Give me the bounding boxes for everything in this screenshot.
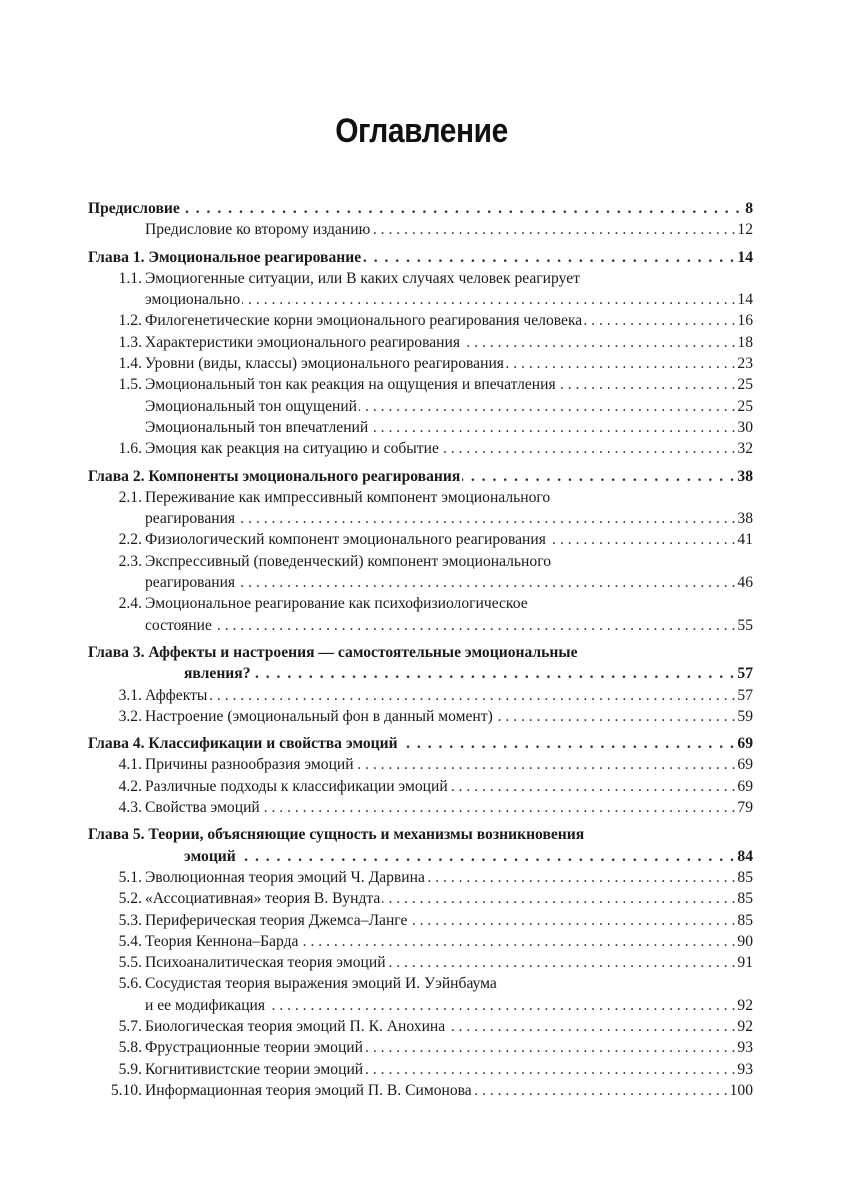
page-number: 85	[737, 868, 753, 886]
toc-chapter-entry[interactable]	[88, 247, 753, 268]
dot-leader	[242, 289, 735, 310]
entry-number: 5.4.	[118, 932, 142, 950]
entry-number: 1.6.	[118, 440, 142, 458]
dot-leader	[209, 685, 735, 706]
page-number: 93	[737, 1039, 753, 1057]
toc-entry[interactable]	[88, 374, 753, 395]
toc-section	[88, 198, 753, 241]
entry-title: Фрустрационные теории эмоций	[145, 1039, 364, 1057]
entry-title: Сосудистая теория выражения эмоций И. Уэйнбаума	[145, 975, 497, 993]
page-number: 46	[737, 574, 753, 592]
toc-chapter-entry[interactable]	[88, 663, 753, 684]
entry-title: реагирования	[145, 574, 236, 592]
page-number: 90	[737, 932, 753, 950]
dot-leader	[441, 438, 736, 459]
toc-chapter-entry	[88, 824, 753, 845]
entry-title: Предисловие ко второму изданию	[145, 221, 371, 239]
entry-number: 5.3.	[118, 911, 142, 929]
page-number: 69	[737, 777, 753, 795]
page-number: 57	[737, 665, 753, 683]
toc-entry[interactable]	[88, 952, 753, 973]
entry-number: 4.1.	[118, 756, 142, 774]
entry-title: Филогенетические корни эмоционального реагирования человека	[145, 312, 583, 330]
entry-title: Глава 2. Компоненты эмоционального реагирования	[88, 467, 461, 485]
toc-chapter-entry[interactable]	[88, 198, 753, 219]
entry-title: Переживание как импрессивный компонент эмоционального	[145, 488, 551, 506]
entry-number: 4.2.	[118, 777, 142, 795]
page-number: 84	[737, 847, 753, 865]
toc-entry[interactable]	[88, 1037, 753, 1058]
toc-entry	[88, 268, 753, 289]
toc-entry[interactable]	[88, 572, 753, 593]
toc-entry[interactable]	[88, 353, 753, 374]
toc-entry	[88, 973, 753, 994]
entry-title: Глава 1. Эмоциональное реагирование	[88, 248, 362, 266]
entry-number: 1.5.	[118, 376, 142, 394]
entry-title: Эмоциональный тон впечатлений	[145, 418, 369, 436]
toc-entry[interactable]	[88, 219, 753, 240]
toc-entry[interactable]	[88, 529, 753, 550]
dot-leader	[214, 615, 735, 636]
dot-leader	[267, 995, 735, 1016]
toc-entry[interactable]	[88, 396, 753, 417]
entry-title: эмоций	[184, 847, 236, 865]
entry-number: 1.3.	[118, 333, 142, 351]
dot-leader	[262, 797, 736, 818]
dot-leader	[253, 663, 736, 684]
dot-leader	[388, 952, 736, 973]
dot-leader	[382, 888, 735, 909]
page-number: 23	[737, 355, 753, 373]
toc-entry[interactable]	[88, 1080, 753, 1101]
toc-entry[interactable]	[88, 754, 753, 775]
entry-title: Эмоциогенные ситуации, или В каких случаях человек реагирует	[145, 269, 580, 287]
entry-title: Периферическая теория Джемса–Ланге	[145, 911, 408, 929]
entry-number: 5.9.	[118, 1060, 142, 1078]
toc-entry[interactable]	[88, 289, 753, 310]
page-number: 59	[737, 707, 753, 725]
entry-number: 5.7.	[118, 1017, 142, 1035]
dot-leader	[427, 867, 736, 888]
page-number: 38	[737, 510, 753, 528]
entry-title: Физиологический компонент эмоционального реагирования	[145, 531, 546, 549]
entry-number: 5.8.	[118, 1039, 142, 1057]
page-number: 12	[737, 221, 753, 239]
dot-leader	[400, 733, 736, 754]
entry-title: Глава 4. Классификации и свойства эмоций	[88, 735, 398, 753]
entry-title: Глава 3. Аффекты и настроения — самостоятельные эмоциональные	[88, 643, 578, 661]
toc-entry[interactable]	[88, 776, 753, 797]
page-number: 8	[745, 200, 753, 217]
entry-title: эмоционально	[145, 291, 241, 309]
page-number: 30	[737, 418, 753, 436]
toc-entry[interactable]	[88, 888, 753, 909]
dot-leader	[365, 1059, 735, 1080]
entry-number: 3.1.	[118, 686, 142, 704]
entry-title: «Ассоциативная» теория В. Вундта	[145, 890, 381, 908]
toc-entry[interactable]	[88, 1059, 753, 1080]
toc-section	[88, 824, 753, 1101]
toc-chapter-entry[interactable]	[88, 733, 753, 754]
dot-leader	[370, 417, 735, 438]
page-number: 91	[737, 954, 753, 972]
page-number: 100	[729, 1081, 753, 1099]
dot-leader	[237, 572, 735, 593]
entry-number: 2.2.	[118, 531, 142, 549]
entry-title: Предисловие	[88, 200, 180, 217]
page-number: 69	[737, 735, 753, 753]
toc-entry[interactable]	[88, 1016, 753, 1037]
toc-entry[interactable]	[88, 931, 753, 952]
toc-entry[interactable]	[88, 910, 753, 931]
toc-entry[interactable]	[88, 797, 753, 818]
entry-title: Когнитивистские теории эмоций	[145, 1060, 364, 1078]
toc-entry[interactable]	[88, 417, 753, 438]
dot-leader	[558, 374, 736, 395]
page-number: 93	[737, 1060, 753, 1078]
dot-leader	[238, 846, 736, 867]
page-number: 92	[737, 996, 753, 1014]
entry-title: состояние	[145, 616, 212, 634]
page-number: 32	[737, 440, 753, 458]
entry-title: явления?	[184, 665, 251, 683]
entry-title: Настроение (эмоциональный фон в данный момент)	[145, 707, 493, 725]
dot-leader	[409, 910, 735, 931]
dot-leader	[447, 1016, 735, 1037]
toc-section	[88, 466, 753, 636]
toc-entry[interactable]	[88, 615, 753, 636]
page-number: 85	[737, 890, 753, 908]
entry-title: Эмоциональный тон как реакция на ощущения и впечатления	[145, 376, 556, 394]
dot-leader	[237, 508, 735, 529]
entry-title: Информационная теория эмоций П. В. Симонова	[145, 1081, 472, 1099]
entry-number: 1.2.	[118, 312, 142, 330]
dot-leader	[363, 247, 735, 268]
entry-title: Различные подходы к классификации эмоций	[145, 777, 448, 795]
dot-leader	[584, 310, 735, 331]
toc-entry	[88, 593, 753, 614]
toc-section	[88, 733, 753, 818]
dot-leader	[359, 396, 735, 417]
dot-leader	[495, 706, 736, 727]
dot-leader	[506, 353, 735, 374]
page-number: 25	[737, 376, 753, 394]
toc-entry[interactable]	[88, 310, 753, 331]
dot-leader	[372, 219, 735, 240]
entry-number: 5.10.	[110, 1081, 142, 1099]
entry-title: Эмоция как реакция на ситуацию и событие	[145, 440, 439, 458]
dot-leader	[356, 754, 736, 775]
dot-leader	[462, 466, 735, 487]
entry-number: 5.2.	[118, 890, 142, 908]
dot-leader	[182, 198, 741, 219]
toc-entry[interactable]	[88, 706, 753, 727]
entry-number: 2.3.	[118, 552, 142, 570]
entry-number: 3.2.	[118, 707, 142, 725]
page-number: 79	[737, 799, 753, 817]
entry-number: 5.5.	[118, 954, 142, 972]
page-number: 69	[737, 756, 753, 774]
entry-title: Причины разнообразия эмоций	[145, 756, 354, 774]
toc-entry	[88, 487, 753, 508]
toc-section	[88, 642, 753, 727]
toc-entry[interactable]	[88, 438, 753, 459]
page-number: 55	[737, 616, 753, 634]
entry-title: Свойства эмоций	[145, 799, 260, 817]
dot-leader	[462, 332, 735, 353]
entry-number: 5.6.	[118, 975, 142, 993]
toc-section	[88, 247, 753, 460]
entry-number: 1.1.	[118, 269, 142, 287]
page-title: Оглавление	[335, 112, 508, 150]
entry-number: 2.1.	[118, 488, 142, 506]
toc-entry[interactable]	[88, 685, 753, 706]
toc-entry[interactable]	[88, 508, 753, 529]
entry-title: Эмоциональный тон ощущений	[145, 397, 358, 415]
entry-title: Теория Кеннона–Барда	[145, 932, 299, 950]
entry-title: Экспрессивный (поведенческий) компонент эмоционального	[145, 552, 551, 570]
entry-title: Аффекты	[145, 686, 208, 704]
toc-chapter-entry[interactable]	[88, 846, 753, 867]
toc-entry[interactable]	[88, 867, 753, 888]
page-number: 38	[737, 467, 753, 485]
page-number: 14	[737, 291, 753, 309]
toc-entry[interactable]	[88, 995, 753, 1016]
page-number: 41	[737, 531, 753, 549]
entry-title: Биологическая теория эмоций П. К. Анохина	[145, 1017, 446, 1035]
entry-number: 2.4.	[118, 595, 142, 613]
toc-chapter-entry[interactable]	[88, 466, 753, 487]
page-number: 16	[737, 312, 753, 330]
dot-leader	[365, 1037, 735, 1058]
entry-title: Психоаналитическая теория эмоций	[145, 954, 386, 972]
page-number: 25	[737, 397, 753, 415]
dot-leader	[300, 931, 735, 952]
entry-title: реагирования	[145, 510, 236, 528]
entry-number: 1.4.	[118, 355, 142, 373]
toc-chapter-entry	[88, 642, 753, 663]
page-number: 57	[737, 686, 753, 704]
entry-title: Уровни (виды, классы) эмоционального реагирования	[145, 355, 504, 373]
entry-number: 4.3.	[118, 799, 142, 817]
toc-entry[interactable]	[88, 332, 753, 353]
dot-leader	[474, 1080, 728, 1101]
page-number: 18	[737, 333, 753, 351]
page-number: 85	[737, 911, 753, 929]
dot-leader	[450, 776, 736, 797]
entry-title: и ее модификация	[145, 996, 266, 1014]
page-number: 14	[737, 248, 753, 266]
dot-leader	[548, 529, 736, 550]
table-of-contents	[88, 198, 753, 1101]
entry-title: Глава 5. Теории, объясняющие сущность и механизмы возникновения	[88, 826, 585, 844]
entry-title: Эмоциональное реагирование как психофизиологическое	[145, 595, 528, 613]
page-number: 92	[737, 1017, 753, 1035]
toc-entry	[88, 551, 753, 572]
entry-title: Характеристики эмоционального реагирования	[145, 333, 461, 351]
entry-number: 5.1.	[118, 868, 142, 886]
entry-title: Эволюционная теория эмоций Ч. Дарвина	[145, 868, 425, 886]
